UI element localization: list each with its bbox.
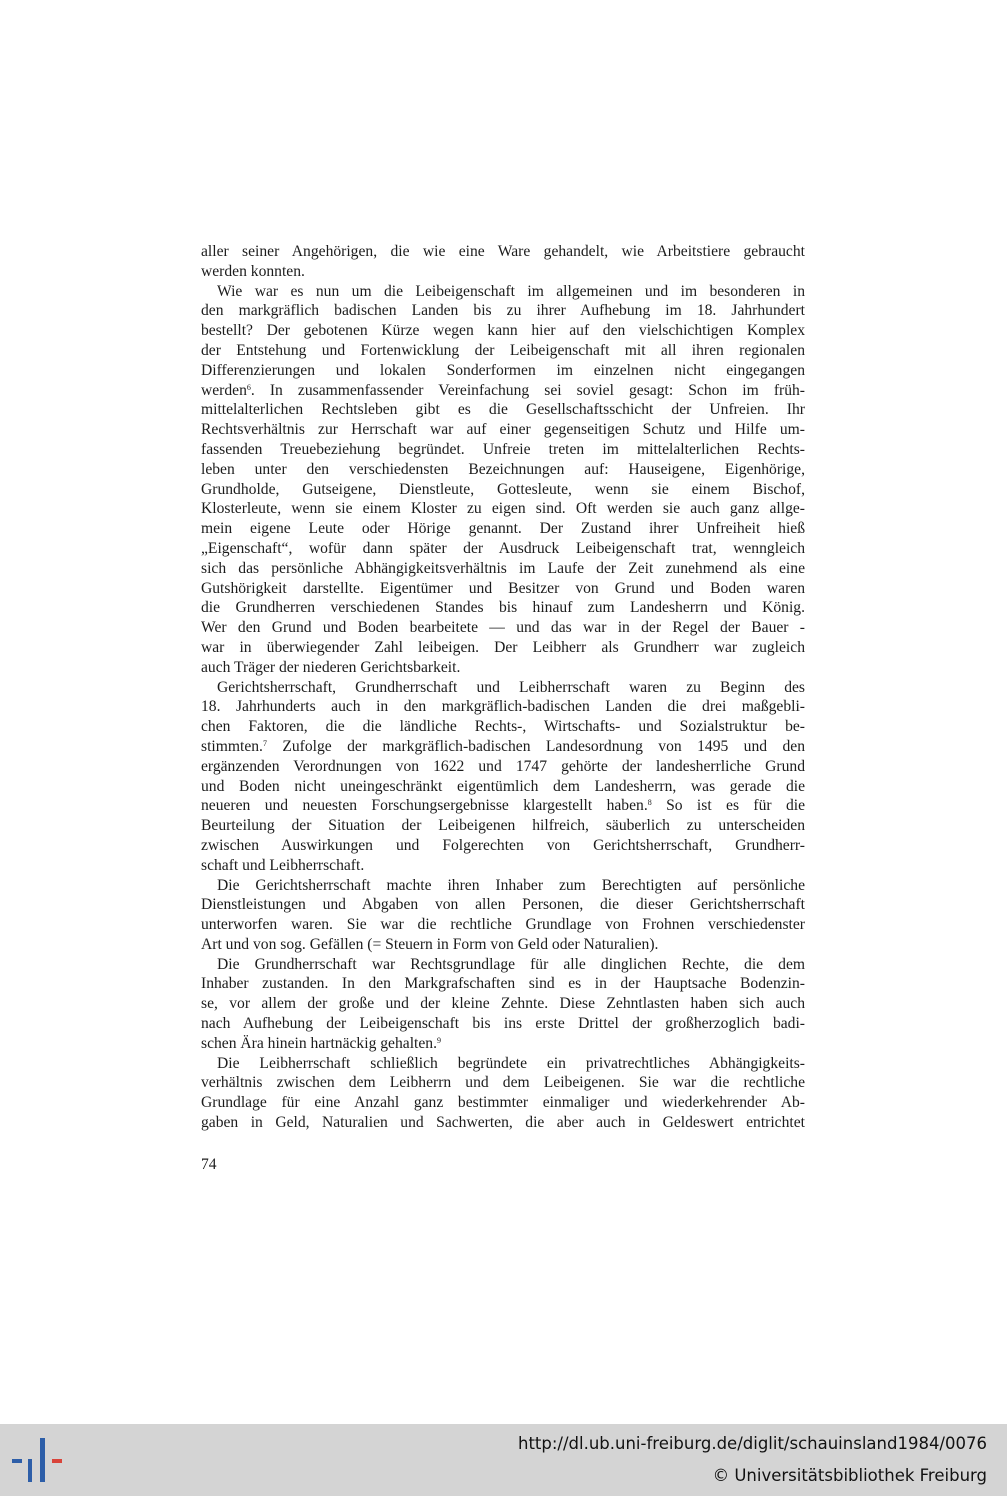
footnote-marker: 8 bbox=[647, 798, 652, 808]
text-line: Differenzierungen und lokalen Sonderformen im einzelnen nicht eingegangen bbox=[201, 361, 805, 379]
text-line: Grundholde, Gutseigene, Dienstleute, Gottesleute, wenn sie einem Bischof, bbox=[201, 480, 805, 498]
text-line: war in überwiegender Zahl leibeigen. Der Leibherr als Grundherr war zugleich bbox=[201, 638, 805, 656]
text-line: Grundlage für eine Anzahl ganz bestimmter einmaliger und wiederkehrender Ab- bbox=[201, 1094, 805, 1112]
text-line: mittelalterlichen Rechtsleben gibt es die Gesellschaftsschicht der Unfreien. Ihr bbox=[201, 401, 805, 419]
text-line: schen Ära hinein hartnäckig gehalten.$^9$ bbox=[201, 1034, 441, 1052]
text-line: Art und von sog. Gefällen (= Steuern in Form von Geld oder Naturalien). bbox=[201, 935, 659, 953]
text-line: chen Faktoren, die die ländliche Rechts-, Wirtschafts- und Sozialstruktur be- bbox=[201, 718, 805, 736]
page-number: 74 bbox=[201, 1156, 217, 1173]
text-line: stimmten.$^7$ Zufolge der markgräflich-badischen Landesordnung von 1495 und den bbox=[201, 737, 805, 755]
text-line: Wie war es nun um die Leibeigenschaft im allgemeinen und im besonderen in bbox=[217, 282, 805, 300]
text-line: se, vor allem der große und der kleine Zehnte. Diese Zehntlasten haben sich auch bbox=[201, 995, 805, 1013]
text-line: nach Aufhebung der Leibeigenschaft bis ins erste Drittel der großherzoglich badi- bbox=[201, 1015, 805, 1033]
text-line: Dienstleistungen und Abgaben von allen Personen, die dieser Gerichtsherrschaft bbox=[201, 896, 805, 914]
footnote-marker: 6 bbox=[246, 382, 251, 392]
text-line: den markgräflich badischen Landen bis zu ihrer Aufhebung im 18. Jahrhundert bbox=[201, 302, 805, 320]
text-line: Beurteilung der Situation der Leibeigenen hilfreich, säuberlich zu unterscheiden bbox=[201, 817, 805, 835]
text-line: die Grundherren verschiedenen Standes bis hinauf zum Landesherrn und König. bbox=[201, 599, 805, 617]
text-line: und Boden nicht uneingeschränkt eigentümlich dem Landesherrn, was gerade die bbox=[201, 777, 805, 795]
text-line: „Eigenschaft“, wofür dann später der Ausdruck Leibeigenschaft trat, wenngleich bbox=[201, 539, 805, 557]
text-line: mein eigene Leute oder Hörige genannt. Der Zustand ihrer Unfreiheit hieß bbox=[201, 520, 805, 538]
text-line: unterworfen waren. Sie war die rechtliche Grundlage von Frohnen verschiedenster bbox=[201, 916, 805, 934]
text-line: Inhaber zustanden. In den Markgrafschaften sind es in der Hauptsache Bodenzin- bbox=[201, 975, 805, 993]
text-line: gaben in Geld, Naturalien und Sachwerten, die aber auch in Geldeswert entrichtet bbox=[201, 1114, 805, 1132]
text-line: Rechtsverhältnis zur Herrschaft war auf einer gegenseitigen Schutz und Hilfe um- bbox=[201, 421, 805, 439]
text-line: Die Gerichtsherrschaft machte ihren Inhaber zum Berechtigten auf persönliche bbox=[217, 876, 805, 894]
text-line: werden konnten. bbox=[201, 262, 305, 280]
text-line: neueren und neuesten Forschungsergebnisse klargestellt haben.$^8$ So ist es für die bbox=[201, 797, 805, 815]
text-line: auch Träger der niederen Gerichtsbarkeit. bbox=[201, 658, 461, 676]
text-line: 18. Jahrhunderts auch in den markgräflich-badischen Landen die drei maßgebli- bbox=[201, 698, 805, 716]
text-line: bestellt? Der gebotenen Kürze wegen kann hier auf den vielschichtigen Komplex bbox=[201, 322, 805, 340]
source-url-link[interactable]: http://dl.ub.uni-freiburg.de/diglit/schauinsland1984/0076 bbox=[517, 1434, 987, 1453]
text-line: ergänzenden Verordnungen von 1622 und 1747 gehörte der landesherrliche Grund bbox=[201, 757, 805, 775]
copyright-notice: © Universitätsbibliothek Freiburg bbox=[712, 1466, 987, 1485]
text-line: verhältnis zwischen dem Leibherrn und dem Leibeigenen. Sie war die rechtliche bbox=[201, 1074, 805, 1092]
text-line: aller seiner Angehörigen, die wie eine Ware gehandelt, wie Arbeitstiere gebraucht bbox=[201, 243, 805, 260]
text-line: Die Grundherrschaft war Rechtsgrundlage für alle dinglichen Rechte, die dem bbox=[217, 955, 805, 973]
text-line: schaft und Leibherrschaft. bbox=[201, 856, 365, 874]
text-line: sich das persönliche Abhängigkeitsverhältnis im Laufe der Zeit zunehmend als eine bbox=[201, 559, 805, 577]
text-line: zwischen Auswirkungen und Folgerechten von Gerichtsherrschaft, Grundherr- bbox=[201, 836, 805, 854]
text-line: Gutshörigkeit darstellte. Eigentümer und Besitzer von Grund und Boden waren bbox=[201, 579, 805, 597]
footnote-marker: 7 bbox=[262, 738, 267, 748]
library-logo-icon bbox=[12, 1436, 64, 1486]
text-line: Gerichtsherrschaft, Grundherrschaft und Leibherrschaft waren zu Beginn des bbox=[217, 678, 805, 696]
text-line: der Entstehung und Fortenwicklung der Leibeigenschaft mit all ihren regionalen bbox=[201, 341, 805, 359]
text-line: fassenden Treuebeziehung begründet. Unfreie treten im mittelalterlichen Rechts- bbox=[201, 440, 805, 458]
text-line: Wer den Grund und Boden bearbeitete — und das war in der Regel der Bauer - bbox=[201, 619, 805, 637]
text-line: Klosterleute, wenn sie einem Kloster zu eigen sind. Oft werden sie auch ganz allge- bbox=[201, 500, 805, 518]
footer-bar bbox=[0, 1424, 1007, 1496]
footnote-marker: 9 bbox=[436, 1035, 441, 1045]
body-text bbox=[201, 242, 805, 1133]
text-line: Die Leibherrschaft schließlich begründete ein privatrechtliches Abhängigkeits- bbox=[217, 1054, 805, 1072]
text-line: werden$^6$. In zusammenfassender Vereinfachung sei soviel gesagt: Schon im früh- bbox=[201, 381, 805, 399]
text-line: leben unter den verschiedensten Bezeichnungen auf: Hauseigene, Eigenhörige, bbox=[201, 460, 805, 478]
